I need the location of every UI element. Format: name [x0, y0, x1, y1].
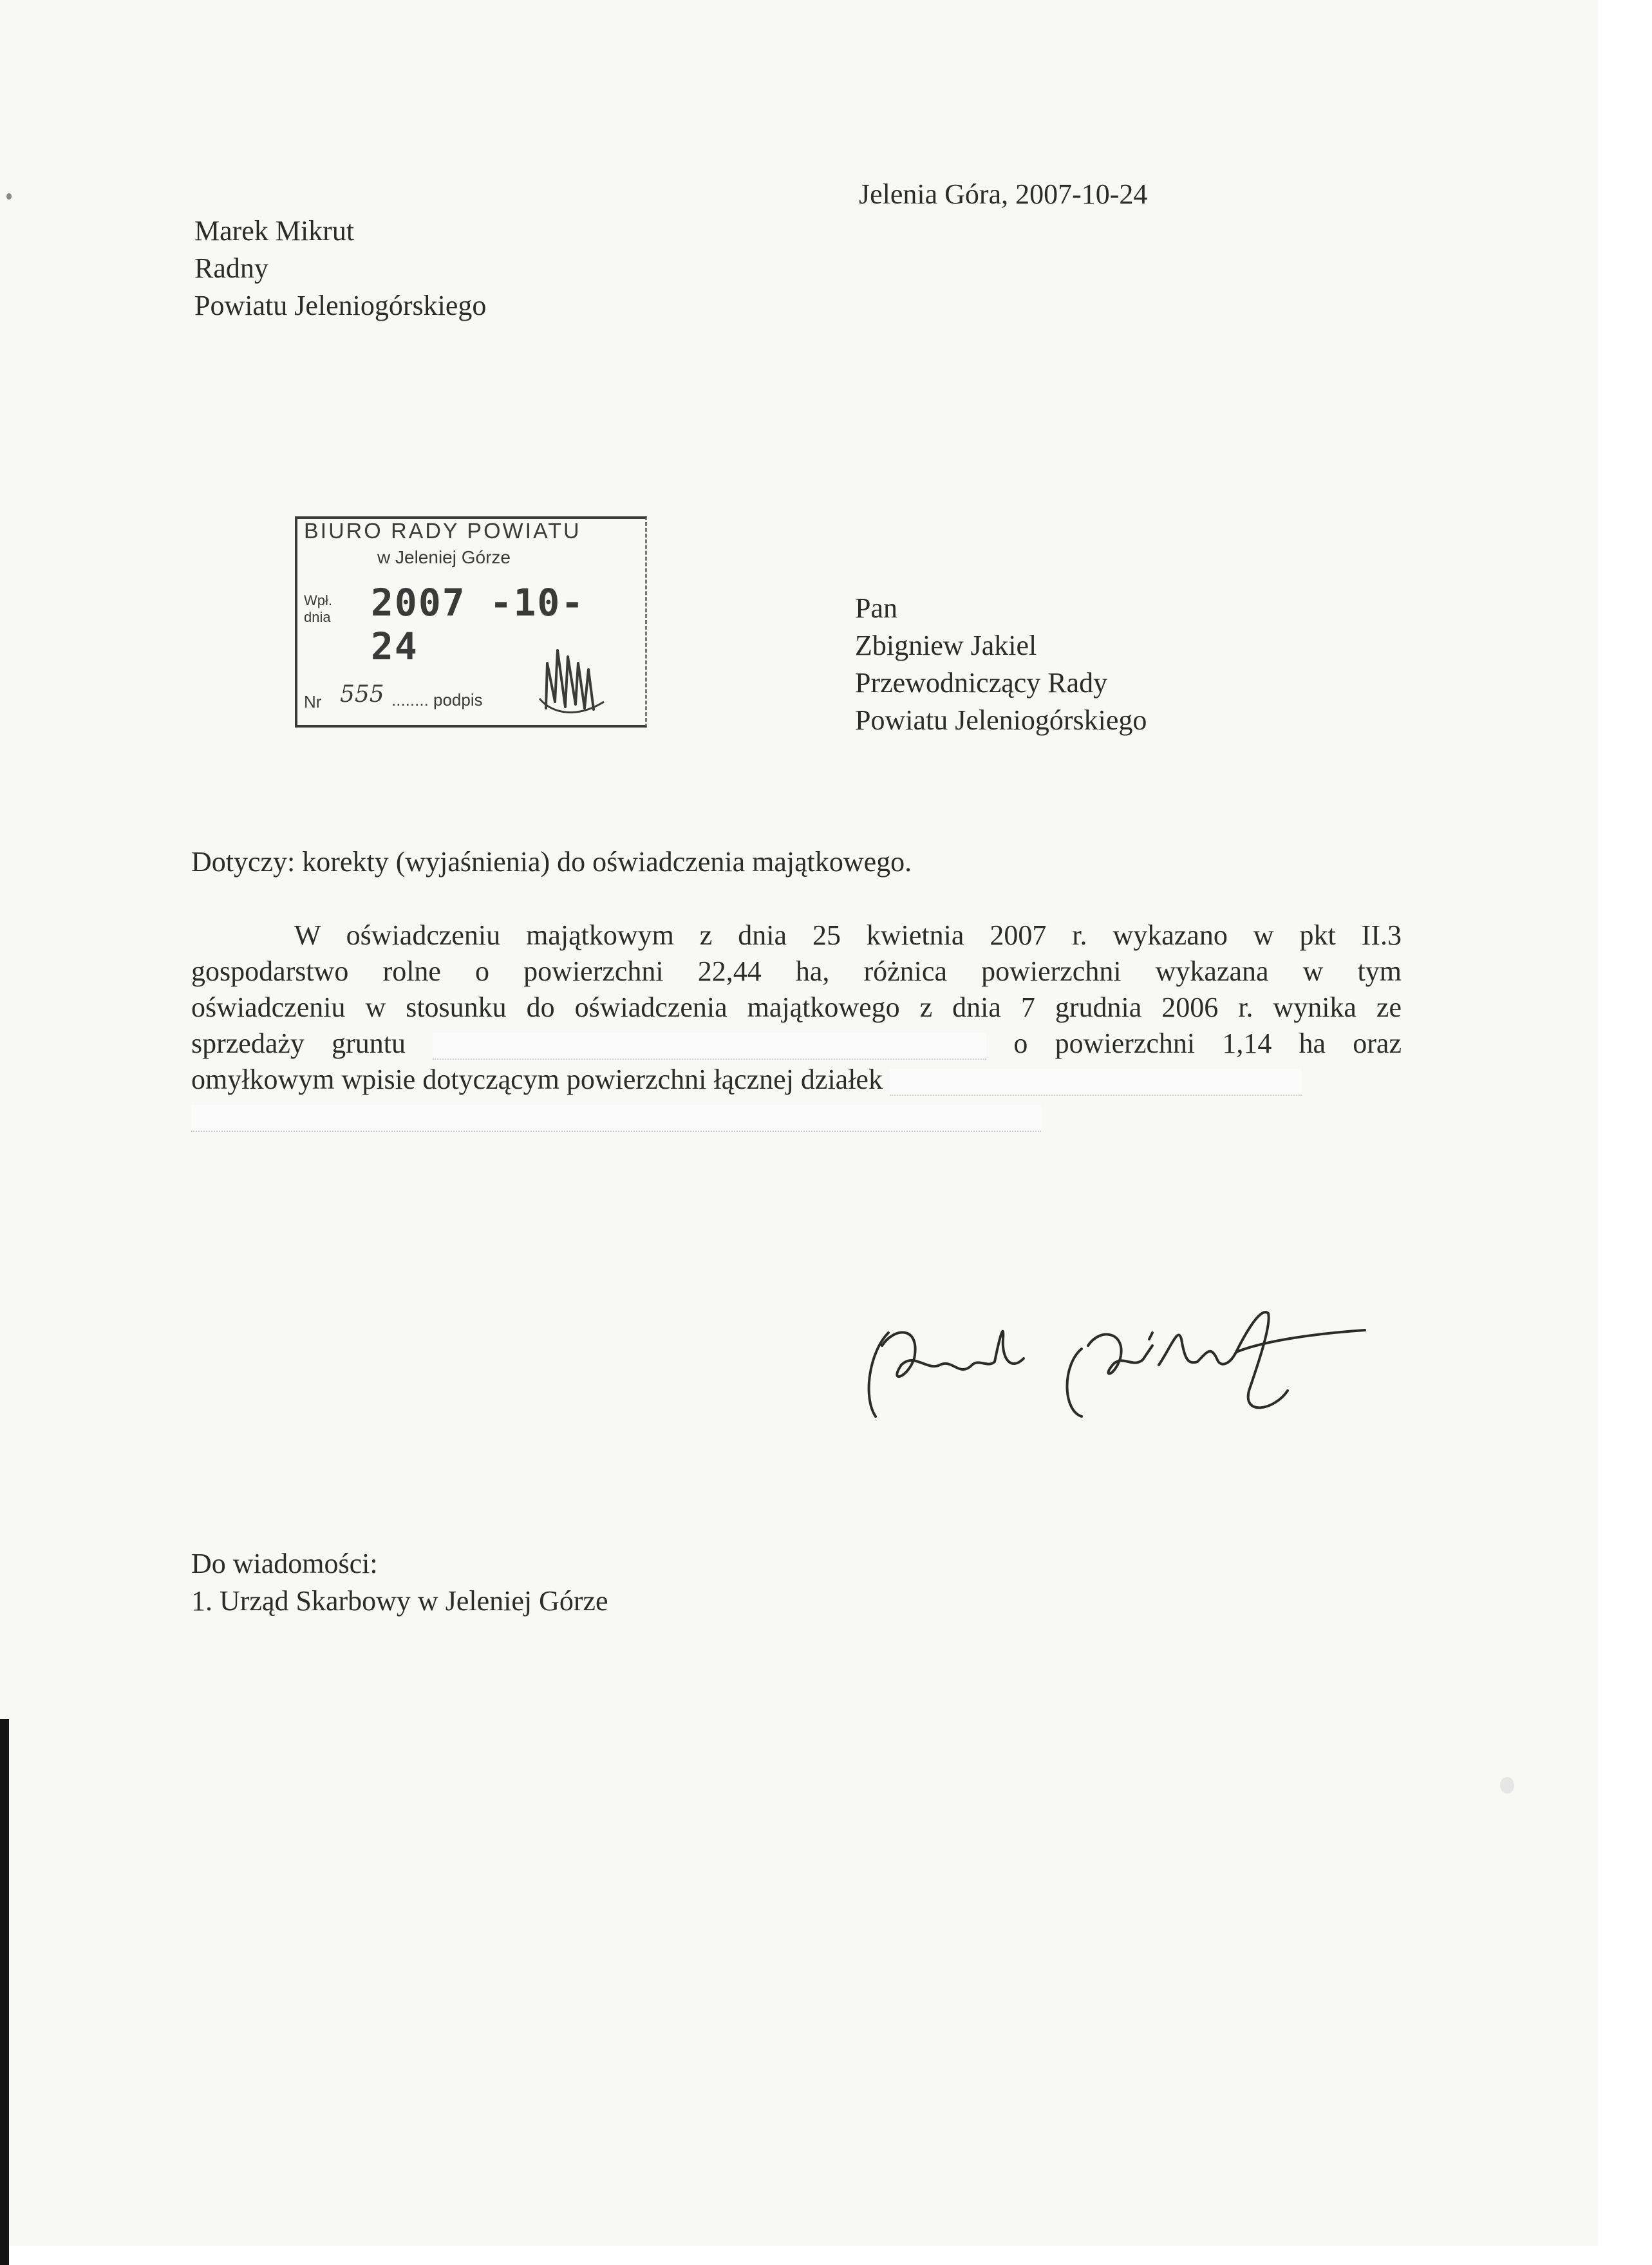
- sender-office: Powiatu Jeleniogórskiego: [194, 290, 487, 321]
- recipient-title: Przewodniczący Rady: [855, 667, 1108, 699]
- stamp-date: 2007 -10- 24: [371, 581, 585, 668]
- sender-name: Marek Mikrut: [194, 215, 355, 247]
- body-line-4-end: o powierzchni 1,14 ha oraz: [1013, 1028, 1402, 1059]
- stamp-wpl-text: Wpł.: [304, 592, 332, 608]
- recipient-block: [855, 590, 1147, 739]
- cc-heading: Do wiadomości:: [191, 1548, 378, 1579]
- cc-block: [191, 1545, 608, 1620]
- recipient-name: Zbigniew Jakiel: [855, 630, 1037, 661]
- body-line-4: [191, 1026, 1402, 1062]
- scan-speck: [6, 193, 12, 200]
- sender-block: [194, 212, 486, 324]
- body-line-2: gospodarstwo rolne o powierzchni 22,44 ha, różnica powierzchni wykazana w tym: [191, 955, 1402, 987]
- recipient-office: Powiatu Jeleniogórskiego: [855, 704, 1147, 736]
- registry-stamp: [295, 509, 643, 734]
- sender-role: Radny: [194, 252, 268, 284]
- body-line-5: [191, 1062, 1402, 1098]
- cc-item: 1. Urząd Skarbowy w Jeleniej Górze: [191, 1585, 608, 1617]
- redacted-area: [433, 1033, 986, 1060]
- stamp-podpis-label: ........ podpis: [391, 690, 483, 710]
- body-line-5-text: omyłkowym wpisie dotyczącym powierzchni łącznej działek: [191, 1064, 883, 1095]
- place-date: Jelenia Góra, 2007-10-24: [859, 178, 1148, 210]
- subject-line: Dotyczy: korekty (wyjaśnienia) do oświadczenia majątkowego.: [191, 846, 912, 878]
- stamp-podpis-text: podpis: [433, 690, 483, 710]
- stamp-title: BIURO RADY POWIATU: [304, 519, 581, 543]
- body-line-3: oświadczeniu w stosunku do oświadczenia majątkowego z dnia 7 grudnia 2006 r. wynika ze: [191, 992, 1402, 1023]
- stamp-nr-value: 555: [340, 681, 384, 708]
- body-line-1: W oświadczeniu majątkowym z dnia 25 kwietnia 2007 r. wykazano w pkt II.3: [294, 919, 1402, 951]
- stamp-nr-label: Nr: [304, 692, 322, 711]
- recipient-salutation: Pan: [855, 592, 897, 624]
- body-line-6: [191, 1098, 1402, 1134]
- stamp-city: w Jeleniej Górze: [377, 547, 511, 567]
- scan-margin-bottom: [0, 2246, 1652, 2265]
- redacted-area: [191, 1105, 1041, 1132]
- stamp-wpl-label: [304, 592, 332, 626]
- redacted-area: [890, 1069, 1302, 1096]
- stamp-initials-icon: [533, 637, 617, 721]
- scan-margin-right: [1598, 0, 1652, 2265]
- signature-icon: [850, 1288, 1378, 1429]
- scan-edge-shadow: [0, 1719, 9, 2265]
- body-line-4-start: sprzedaży gruntu: [191, 1028, 406, 1059]
- stamp-dnia-text: dnia: [304, 609, 331, 625]
- scan-speck: [1500, 1777, 1514, 1794]
- letter-body: [191, 917, 1402, 1134]
